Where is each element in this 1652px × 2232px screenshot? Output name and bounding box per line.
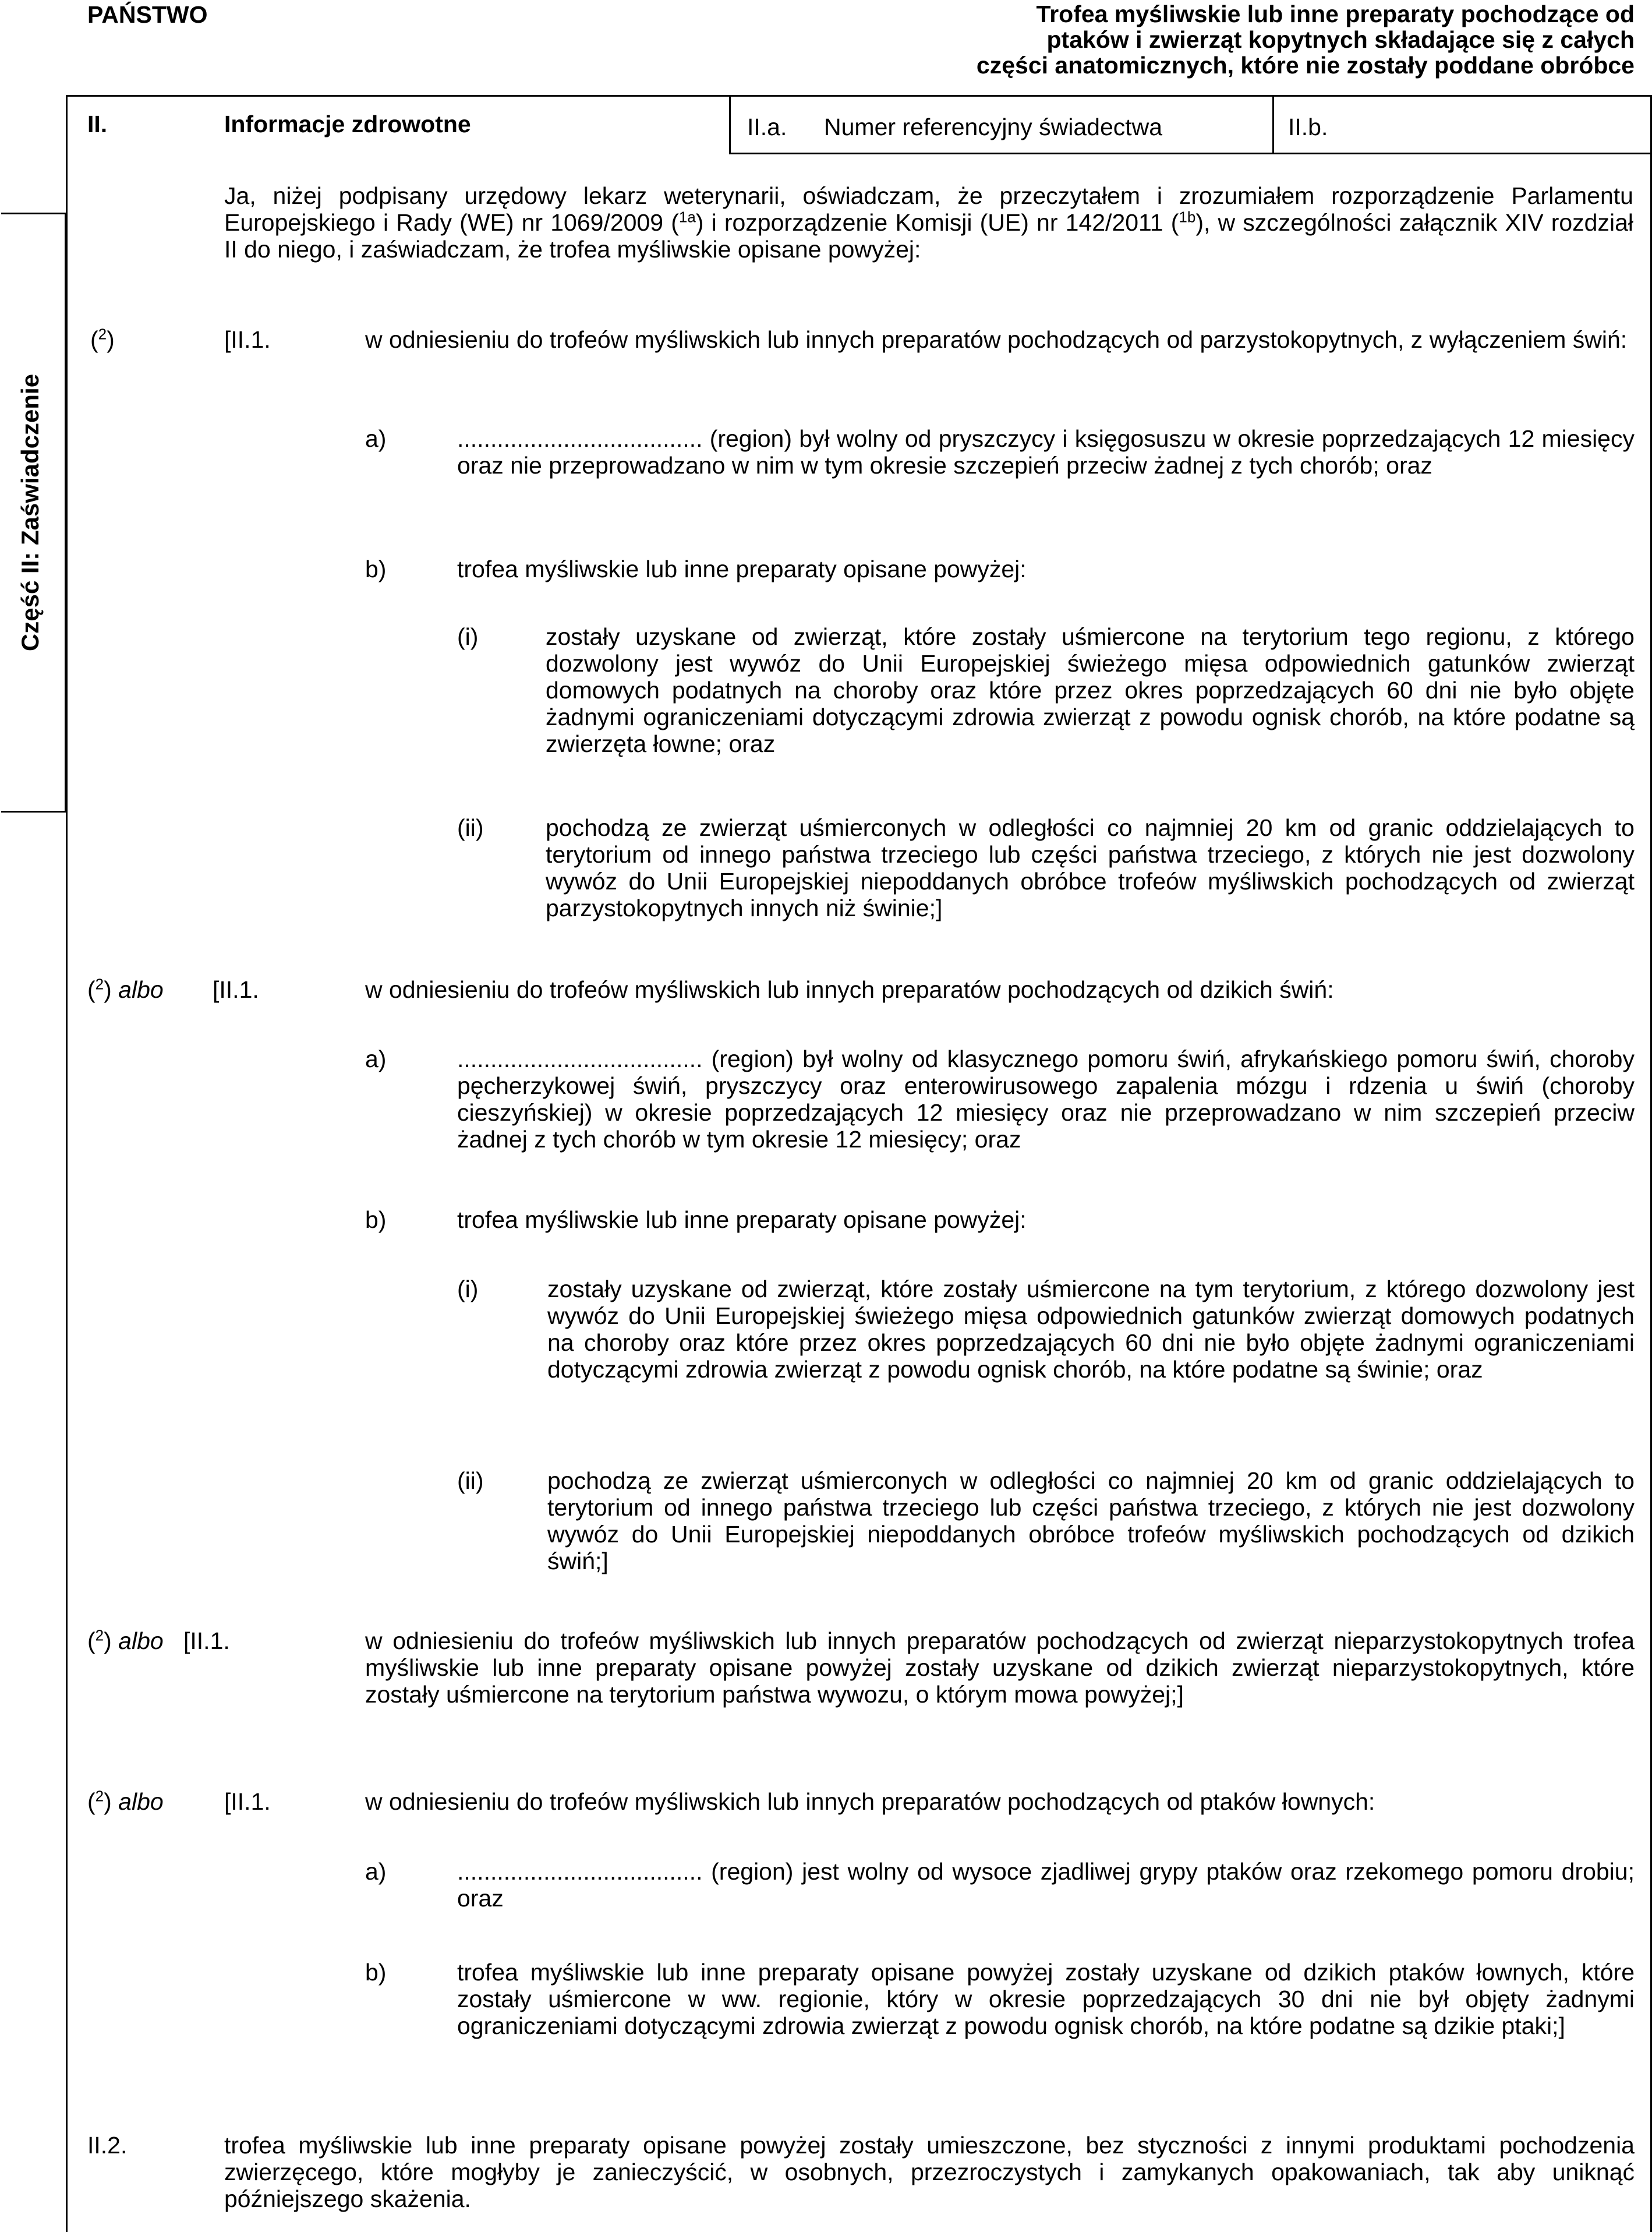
block1-note: ($^2$) — [90, 325, 115, 353]
block3-note: ($^2$) albo — [87, 1626, 164, 1654]
block2-b-text: trofea myśliwskie lub inne preparaty opisane powyżej: — [457, 1206, 1027, 1233]
title-line-3: części anatomicznych, które nie zostały poddane obróbce — [976, 52, 1635, 79]
block2-ii-text: pochodzą ze zwierząt uśmierconych w odległości co najmniej 20 km od granic oddzielających to terytorium od innego państwa trzeciego lub części państwa trzeciego, z których nie jest dozwolony wywóz do Unii Europejskiej niepoddanych obróbce trofeów myśliwskich pochodzących od dzikich świń;] — [547, 1467, 1635, 1574]
ref-b-code: II.b. — [1288, 114, 1328, 140]
albo-label: albo — [118, 1627, 164, 1654]
block2-i-label: (i) — [457, 1276, 479, 1302]
intro-text-3: ), w szczególności załącznik XIV rozdział II do niego, i zaświadczam, że trofea myśliwskie opisane powyżej: — [224, 209, 1633, 263]
block1-ii-label: (ii) — [457, 814, 484, 841]
title-line-1: Trofea myśliwskie lub inne preparaty pochodzące od — [1036, 1, 1635, 27]
block1-ii-text: pochodzą ze zwierząt uśmierconych w odległości co najmniej 20 km od granic oddzielających to terytorium od innego państwa trzeciego lub części państwa trzeciego, z których nie jest dozwolony wywóz do Unii Europejskiej niepoddanych obróbce trofeów myśliwskich pochodzących od zwierząt parzystokopytnych innych niż świnie;] — [546, 814, 1635, 921]
footnote-ref-1b: 1b — [1179, 208, 1196, 226]
block3-text: w odniesieniu do trofeów myśliwskich lub innych preparatów pochodzących od zwierząt nieparzystokopytnych trofea myśliwskie lub inne preparaty opisane powyżej zostały uzyskane od dzikich zwierząt nieparzystokopytnych, które zostały uśmiercone na terytorium państwa wywozu, o którym mowa powyżej;] — [365, 1627, 1635, 1708]
title-line-2: ptaków i zwierząt kopytnych składające się z całych — [1046, 26, 1635, 53]
country-label: PAŃSTWO — [87, 1, 208, 28]
footnote-ref-2: 2 — [95, 1626, 104, 1644]
block1-a-label: a) — [365, 425, 387, 452]
header-bottom-border — [729, 153, 1652, 154]
block2-i-text: zostały uzyskane od zwierząt, które zostały uśmiercone na tym terytorium, z którego dozwolony jest wywóz do Unii Europejskiej świeżego mięsa odpowiednich gatunków zwierząt domowych podatnych na choroby oraz które przez okres poprzedzających 60 dni nie było objęte żadnymi ograniczeniami dotyczącymi zdrowia zwierząt z powodu ognisk chorób, na które podatne są świnie; oraz — [547, 1276, 1635, 1383]
block4-a-text: ..................................... (region) jest wolny od wysoce zjadliwej grypy ptaków oraz rzekomego pomoru drobiu; oraz — [457, 1858, 1635, 1912]
intro-text-2: ) i rozporządzenie Komisji (UE) nr 142/2011 ( — [695, 209, 1179, 236]
intro-paragraph — [224, 182, 1633, 263]
footnote-ref-2: 2 — [98, 325, 107, 343]
block2-b-label: b) — [365, 1206, 387, 1233]
header-divider-2 — [1272, 95, 1274, 153]
final-code: II.2. — [87, 2132, 128, 2159]
block3-code: [II.1. — [183, 1627, 230, 1654]
albo-label: albo — [118, 1788, 164, 1815]
section-number: II. — [87, 111, 108, 137]
block2-note: ($^2$) albo — [87, 975, 164, 1003]
block1-b-label: b) — [365, 556, 387, 582]
block1-i-label: (i) — [457, 623, 479, 650]
block4-text: w odniesieniu do trofeów myśliwskich lub innych preparatów pochodzących od ptaków łownych: — [365, 1788, 1375, 1815]
block4-note: ($^2$) albo — [87, 1787, 164, 1815]
footnote-ref-2: 2 — [95, 1787, 104, 1805]
block2-code: [II.1. — [213, 976, 259, 1003]
ref-label: Numer referencyjny świadectwa — [824, 114, 1163, 140]
footnote-ref-2: 2 — [95, 975, 104, 993]
block1-b-text: trofea myśliwskie lub inne preparaty opisane powyżej: — [457, 556, 1027, 582]
block1-code: [II.1. — [224, 326, 271, 353]
intro-text-1: Ja, niżej podpisany urzędowy lekarz weterynarii, oświadczam, że przeczytałem i zrozumiałem rozporządzenie Parlamentu Europejskiego i Rady (WE) nr 1069/2009 ( — [224, 182, 1633, 236]
block2-a-text: ..................................... (region) był wolny od klasycznego pomoru świń, afrykańskiego pomoru świń, choroby pęcherzykowej świń, pryszczycy oraz enterowirusowego zapalenia mózgu i rdzenia u świń (choroby cieszyńskiej) w okresie poprzedzających 12 miesięcy oraz nie przeprowadzano w nim szczepień przeciw żadnej z tych chorób w tym okresie 12 miesięcy; oraz — [457, 1046, 1635, 1153]
block2-text: w odniesieniu do trofeów myśliwskich lub innych preparatów pochodzących od dzikich świń: — [365, 976, 1334, 1003]
block1-text: w odniesieniu do trofeów myśliwskich lub innych preparatów pochodzących od parzystokopytnych, z wyłączeniem świń: — [365, 326, 1628, 353]
block2-ii-label: (ii) — [457, 1467, 484, 1494]
final-text: trofea myśliwskie lub inne preparaty opisane powyżej zostały umieszczone, bez styczności z innymi produktami pochodzenia zwierzęcego, które mogłyby je zanieczyścić, w osobnych, przezroczystych i zamykanych opakowaniach, tak aby uniknąć późniejszego skażenia. — [224, 2132, 1635, 2212]
block1-a-text: ..................................... (region) był wolny od pryszczycy i księgosuszu w okresie poprzedzających 12 miesięcy oraz nie przeprowadzano w nim w tym okresie szczepień przeciw żadnej z tych chorób; oraz — [457, 425, 1635, 479]
section-title: Informacje zdrowotne — [224, 111, 471, 137]
document-title — [819, 1, 1635, 78]
header-divider-1 — [729, 95, 731, 153]
ref-code: II.a. — [747, 114, 787, 140]
footnote-ref-1a: 1a — [678, 208, 696, 226]
block4-b-text: trofea myśliwskie lub inne preparaty opisane powyżej zostały uzyskane od dzikich ptaków łownych, które zostały uśmiercone w ww. regionie, który w okresie poprzedzających 30 dni nie był objęty żadnymi ograniczeniami dotyczącymi zdrowia zwierząt z powodu ognisk chorób, na które podatne są dzikie ptaki;] — [457, 1959, 1635, 2039]
block4-b-label: b) — [365, 1959, 387, 1986]
block2-a-label: a) — [365, 1046, 387, 1072]
albo-label: albo — [118, 976, 164, 1003]
side-label: Część II: Zaświadczenie — [16, 373, 44, 652]
block4-a-label: a) — [365, 1858, 387, 1885]
header-top-border — [67, 95, 1652, 97]
block1-i-text: zostały uzyskane od zwierząt, które zostały uśmiercone na terytorium tego regionu, z którego dozwolony jest wywóz do Unii Europejskiej świeżego mięsa odpowiednich gatunków zwierząt domowych podatnych na choroby oraz które przez okres poprzedzających 60 dni nie było objęte żadnymi ograniczeniami dotyczącymi zdrowia zwierząt z powodu ognisk chorób, na które podatne są zwierzęta łowne; oraz — [546, 623, 1635, 757]
block4-code: [II.1. — [224, 1788, 271, 1815]
